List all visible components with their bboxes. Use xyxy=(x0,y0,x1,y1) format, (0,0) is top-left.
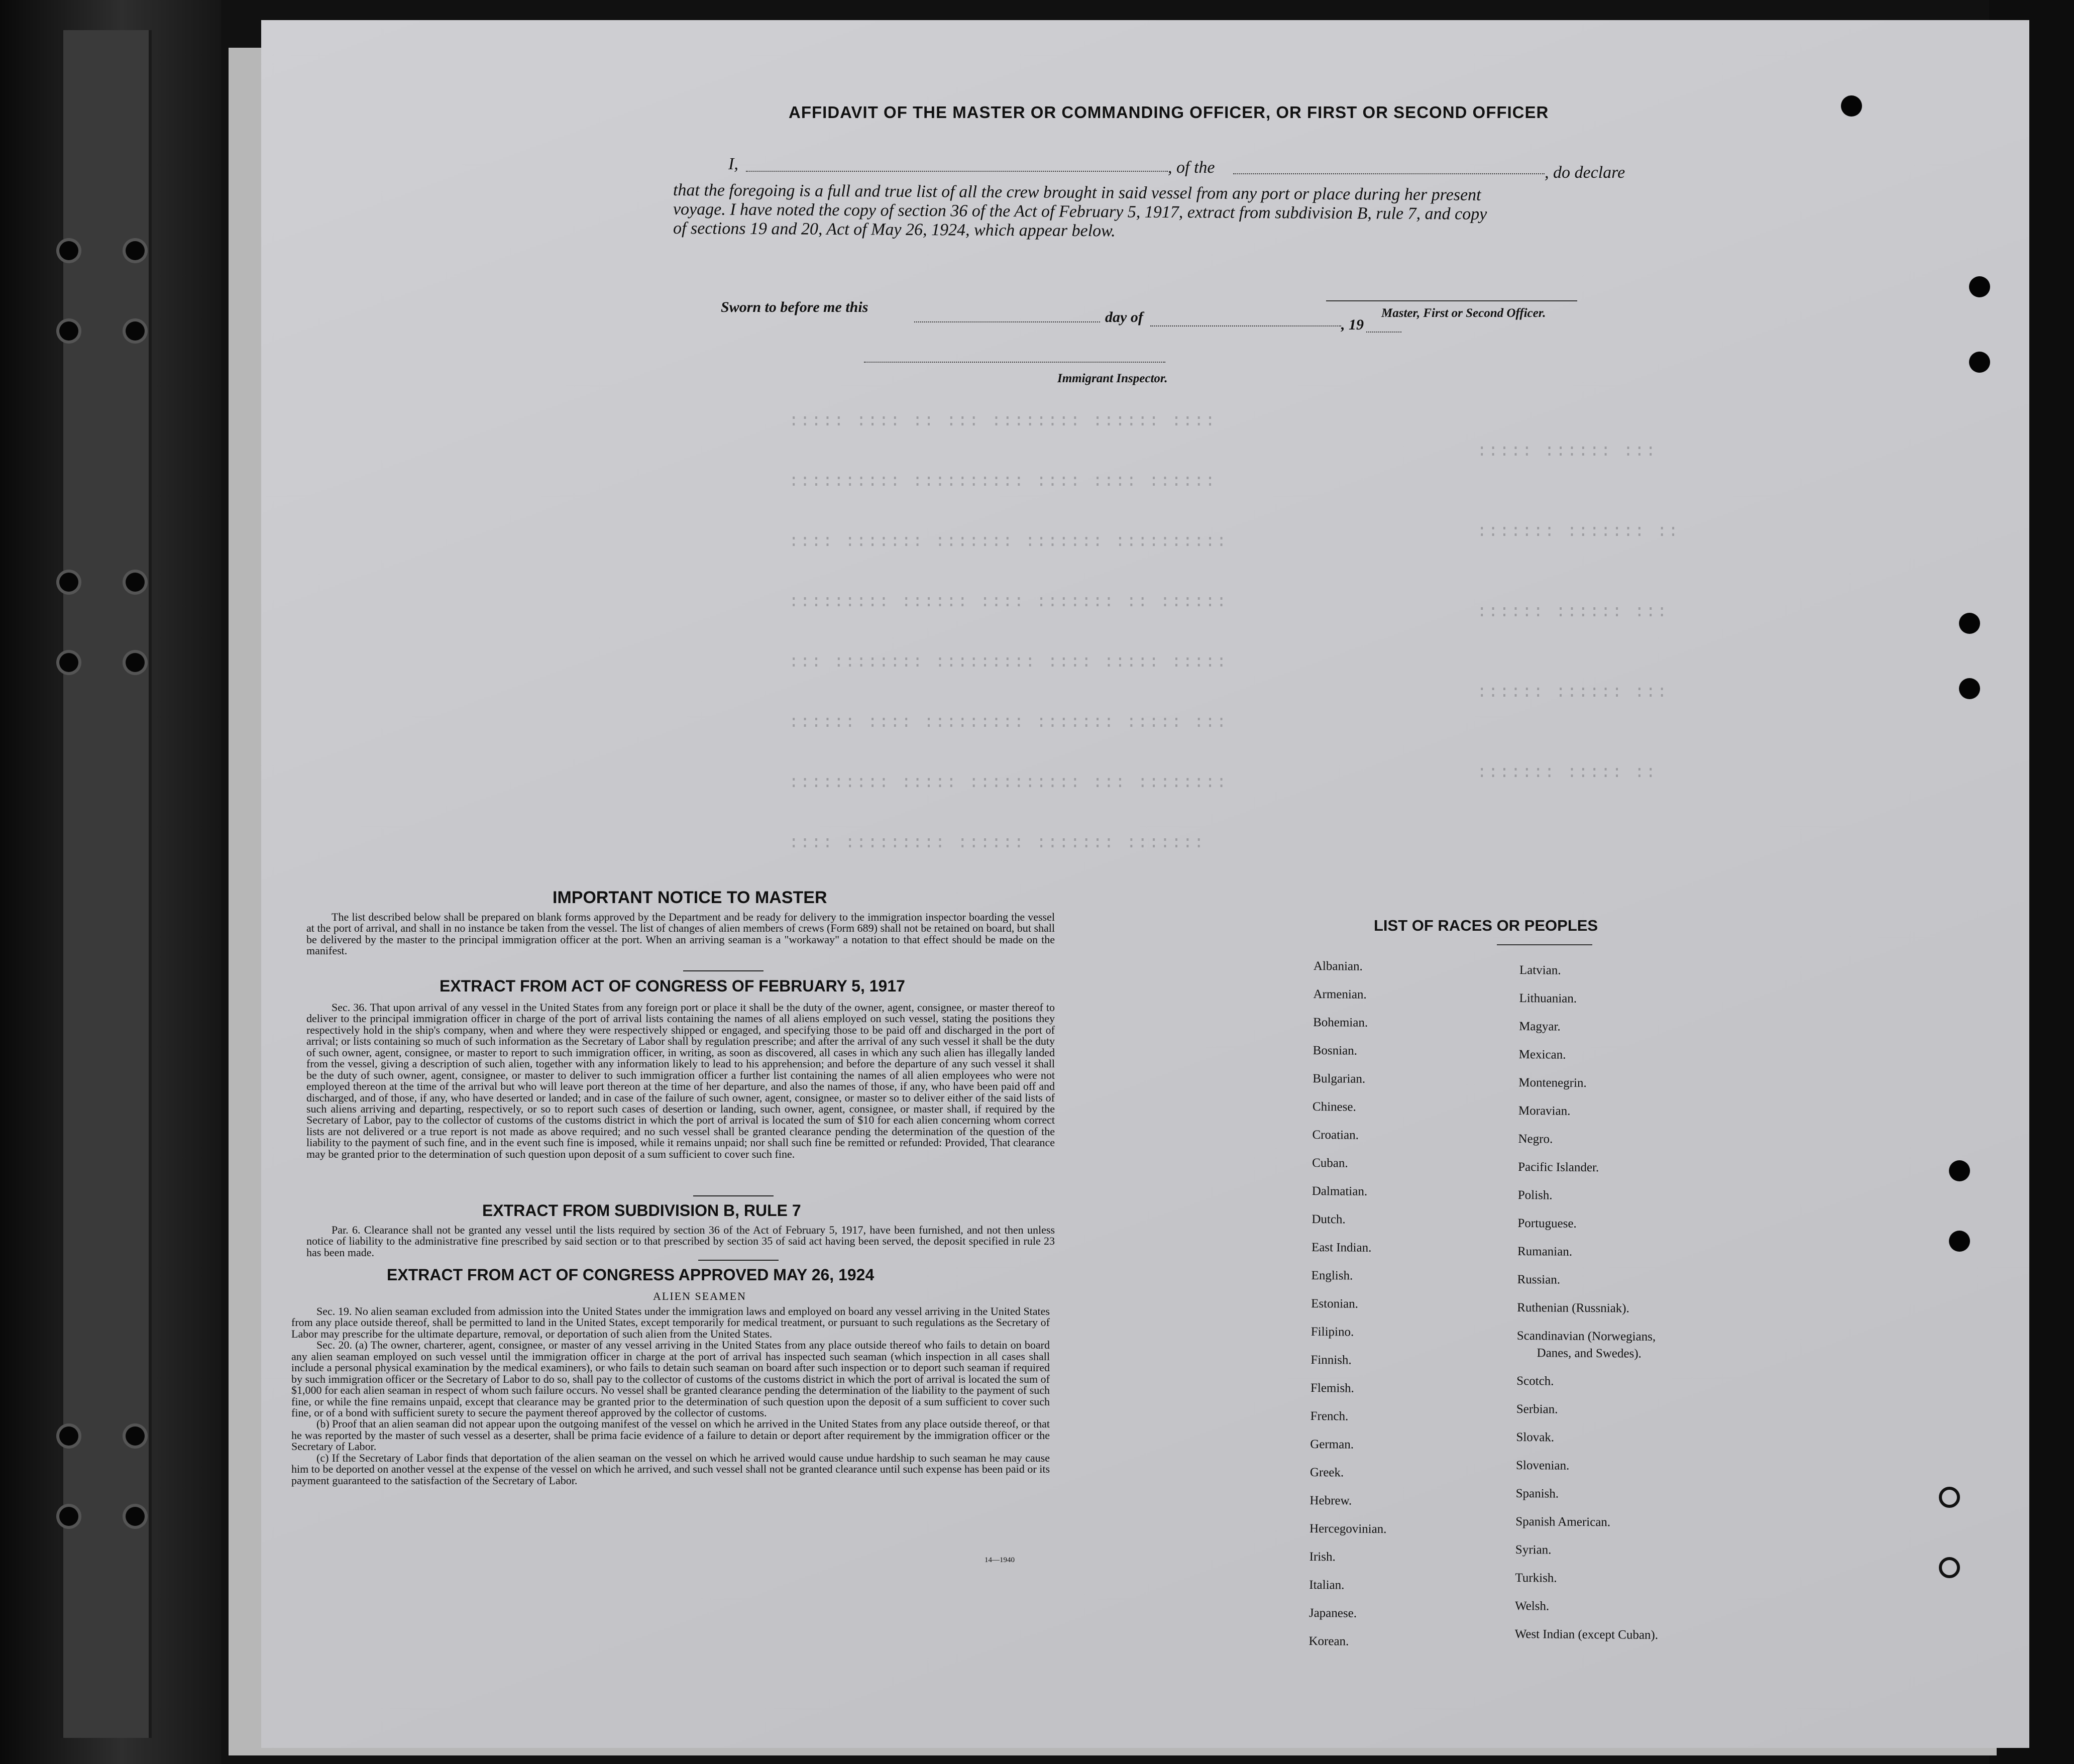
binder-hole xyxy=(59,241,78,260)
punch-hole xyxy=(1969,352,1990,373)
race-item: Albanian. xyxy=(1313,959,1363,973)
race-item: Montenegrin. xyxy=(1518,1075,1587,1090)
bleed-through: :::::::::: :::::::::: :::: :::: :::::: xyxy=(789,472,1217,491)
race-item: Scandinavian (Norwegians, xyxy=(1516,1329,1656,1344)
affidavit-body-1: that the foregoing is a full and true list of all the crew brought in said vessel from any port or place during her present xyxy=(673,181,1481,204)
notice-body xyxy=(306,912,1055,957)
punch-hole xyxy=(1949,1160,1970,1181)
race-item: Dutch. xyxy=(1312,1212,1346,1227)
rule7-title: EXTRACT FROM SUBDIVISION B, RULE 7 xyxy=(482,1201,801,1220)
race-item: Welsh. xyxy=(1514,1599,1550,1613)
race-item: Croatian. xyxy=(1312,1128,1359,1142)
race-item: Korean. xyxy=(1308,1634,1349,1648)
binder-hole xyxy=(126,653,145,672)
binder-hole xyxy=(126,241,145,260)
sec19-paragraph: Sec. 19. No alien seaman excluded from admission into the United States under the immigration laws and employed on board any vessel arriving in the United States from any place outside thereof, shall be permitted to land in the United States, except temporarily for medical treatment, or pursuant to such regulations as the Secretary of Labor may prescribe for the ultimate departure, removal, or deportation of such alien from the United States. xyxy=(291,1305,1050,1340)
race-item: Finnish. xyxy=(1311,1353,1352,1367)
race-item: Estonian. xyxy=(1311,1296,1359,1311)
alien-seamen-subtitle: ALIEN SEAMEN xyxy=(653,1290,746,1302)
affiant-label: I, xyxy=(728,155,738,173)
sworn-month-line xyxy=(1150,325,1341,326)
sworn-day-line xyxy=(914,321,1100,322)
race-item: Flemish. xyxy=(1310,1381,1354,1395)
race-item: Dalmatian. xyxy=(1312,1184,1368,1198)
inspector-signature-label: Immigrant Inspector. xyxy=(1057,372,1168,385)
races-left-column xyxy=(1308,959,1390,1663)
binder-hole xyxy=(59,321,78,341)
punch-hole xyxy=(1841,95,1862,117)
race-item: Slovenian. xyxy=(1515,1458,1570,1473)
race-item: English. xyxy=(1311,1268,1353,1283)
race-item: Bulgarian. xyxy=(1313,1071,1366,1086)
race-item: Syrian. xyxy=(1515,1542,1552,1557)
race-item: Spanish American. xyxy=(1515,1514,1611,1529)
race-item: Hercegovinian. xyxy=(1309,1521,1387,1536)
vessel-name-line xyxy=(1233,173,1545,174)
binder-edge xyxy=(0,0,221,1764)
binder-hole xyxy=(59,1507,78,1526)
extract-1917-body xyxy=(306,1002,1055,1160)
race-item: Greek. xyxy=(1309,1465,1344,1480)
binder-hole xyxy=(126,573,145,592)
race-item: Italian. xyxy=(1309,1578,1345,1592)
race-item: Rumanian. xyxy=(1517,1244,1573,1259)
punch-hole xyxy=(1959,678,1980,699)
bleed-through: ::::::: ::::: :: xyxy=(1477,763,1657,783)
race-item: Turkish. xyxy=(1515,1571,1557,1585)
bleed-through: :::::: :::: ::::::::: ::::::: ::::: ::: xyxy=(789,713,1228,732)
race-item: Mexican. xyxy=(1518,1047,1566,1062)
binder-hole xyxy=(59,653,78,672)
race-item: Slovak. xyxy=(1516,1430,1555,1445)
binder-hole xyxy=(126,1507,145,1526)
punch-hole xyxy=(1959,613,1980,634)
sec20b-paragraph: (b) Proof that an alien seaman did not appear upon the outgoing manifest of the vessel on which he arrived in the United States from any place outside thereof, or that he was reported by the master of such vessel as a deserter, shall be prima facie evidence of a failure to detain or deport after requirement by the immigration officer or the Secretary of Labor. xyxy=(291,1417,1050,1453)
notice-title: IMPORTANT NOTICE TO MASTER xyxy=(553,888,827,907)
race-item: Lithuanian. xyxy=(1519,991,1577,1006)
bleed-through: :::::: :::::: ::: xyxy=(1477,683,1668,702)
race-item: Magyar. xyxy=(1519,1019,1561,1034)
race-item: French. xyxy=(1310,1409,1349,1423)
sec20c-paragraph: (c) If the Secretary of Labor finds that deportation of the alien seaman on the vessel on which he arrived would cause undue hardship to such seaman he may cause him to be deported on another vessel at the expense of the vessel on which he arrived, and such vessel shall not be granted clearance until such expense has been paid or its payment guaranteed to the satisfaction of the Secretary of Labor. xyxy=(291,1451,1050,1487)
race-item: West Indian (except Cuban). xyxy=(1514,1627,1659,1642)
extract-1924-body xyxy=(291,1306,1050,1486)
race-item: Serbian. xyxy=(1516,1402,1558,1416)
section-divider xyxy=(698,1260,779,1261)
bleed-through: ::::::::: ::::: :::::::::: ::: :::::::: xyxy=(789,774,1228,793)
punch-hole xyxy=(1969,276,1990,297)
bleed-through: ::: :::::::: ::::::::: :::: ::::: ::::: xyxy=(789,653,1228,672)
races-title-underline xyxy=(1497,944,1592,945)
race-item: Danes, and Swedes). xyxy=(1537,1346,1642,1361)
section-divider xyxy=(693,1195,774,1196)
affiant-name-line xyxy=(746,171,1168,172)
bleed-through: :::::: :::::: ::: xyxy=(1477,603,1668,622)
races-title: LIST OF RACES OR PEOPLES xyxy=(1374,917,1598,934)
extract-1917-title: EXTRACT FROM ACT OF CONGRESS OF FEBRUARY 5, 1917 xyxy=(440,977,905,995)
race-item: Hebrew. xyxy=(1309,1493,1352,1508)
race-item: Negro. xyxy=(1518,1132,1553,1146)
race-item: Chinese. xyxy=(1312,1099,1356,1114)
affidavit-body-2: voyage. I have noted the copy of section 36 of the Act of February 5, 1917, extract from subdivision B, rule 7, and copy xyxy=(673,200,1487,224)
bleed-through: ::::::::: :::::: :::: ::::::: :: :::::: xyxy=(789,593,1228,612)
day-of-label: day of xyxy=(1105,309,1143,325)
race-item: Japanese. xyxy=(1308,1606,1357,1620)
race-item: Irish. xyxy=(1309,1550,1336,1564)
race-item: Bohemian. xyxy=(1313,1015,1368,1030)
notice-paragraph: The list described below shall be prepared on blank forms approved by the Department and be ready for delivery to the immigration inspector boarding the vessel at the port of arrival, and shall in no instance be taken from the vessel. The list of changes of alien members of crews (Form 689) shall not be retained on board, but shall be delivered by the master to the principal immigration officer at the port. When an arriving seaman is a "workaway" a notation to that effect should be made on the manifest. xyxy=(306,911,1055,957)
master-signature-line xyxy=(1326,300,1577,301)
race-item: German. xyxy=(1310,1437,1354,1452)
race-item: Ruthenian (Russniak). xyxy=(1517,1300,1629,1315)
master-signature-label: Master, First or Second Officer. xyxy=(1381,306,1546,320)
sec36-paragraph: Sec. 36. That upon arrival of any vessel in the United States from any foreign port or place it shall be the duty of the owner, agent, consignee, or master thereof to deliver to the principal immigration officer in charge of the port of arrival lists containing the names of all aliens employed on such vessel, stating the positions they respectively hold in the ship's company, when and where they were respectively shipped or engaged, and specifying those to be paid off and discharged in the port of arrival; or lists containing so much of such information as the Secretary of Labor shall by regulation prescribe; and after the arrival of any such vessel it shall be the duty of such owner, agent, consignee, or master to report to such immigration officer, in writing, as soon as discovered, all cases in which any such alien has illegally landed from the vessel, giving a description of such alien, together with any information likely to lead to his apprehension; and before the departure of any such vessel it shall be the duty of such owner, agent, consignee, or master to deliver to such immigration officer a further list containing the names of all alien employees who were not employed thereon at the time of the arrival but who will leave port thereon at the time of her departure, and also the names of those, if any, who have been paid off and discharged, and of those, if any, who have deserted or landed; and in case of the failure of such owner, agent, consignee, or master so to deliver either of the said lists of such aliens arriving and departing, respectively, or so to report such cases of desertion or landing, such owner, agent, consignee, or master shall, if required by the Secretary of Labor, pay to the collector of customs of the customs district in which the port of arrival is located the sum of $10 for each alien concerning whom correct lists are not delivered or a true report is not made as above required; and no such vessel shall be granted clearance pending the determination of the question of the liability to the payment of such fine, and in the event such fine is imposed, while it remains unpaid; nor shall such fine be remitted or refunded: Provided, That clearance may be granted prior to the determination of such question upon deposit of a sum sufficient to cover such fine. xyxy=(306,1001,1055,1160)
punch-hole xyxy=(1939,1487,1960,1508)
binder-strip xyxy=(60,30,152,1738)
race-item: Armenian. xyxy=(1313,987,1367,1002)
bleed-through: :::: ::::::::: :::::: ::::::: ::::::: xyxy=(789,834,1205,853)
race-item: Cuban. xyxy=(1312,1156,1348,1170)
punch-hole xyxy=(1939,1557,1960,1578)
bleed-through: ::::::: ::::::: :: xyxy=(1477,522,1680,541)
bleed-through: ::::: :::: :: ::: :::::::: :::::: :::: xyxy=(789,412,1217,431)
do-declare-label: , do declare xyxy=(1545,163,1625,182)
inspector-signature-line xyxy=(864,362,1165,363)
binder-hole xyxy=(126,1426,145,1446)
of-the-label: , of the xyxy=(1168,158,1215,177)
sec20a-paragraph: Sec. 20. (a) The owner, charterer, agent, consignee, or master of any vessel arriving in the United States from any place outside thereof who fails to detain on board any alien seaman employed on such vessel until the immigration officer in charge at the port of arrival has inspected such seaman (which inspection in all cases shall include a personal physical examination by the medical examiners), or who fails to detain such seaman on board after such inspection or to deport such seaman if required by such immigration officer or the Secretary of Labor to do so, shall pay to the collector of customs of the customs district in which the port of arrival is located the sum of $1,000 for each alien seaman in respect of whom such failure occurs. No vessel shall be granted clearance pending the determination of the liability to the payment of such fine, or while the fine remains unpaid, except that clearance may be granted prior to the determination of such question upon the deposit of a sum sufficient to cover such fine, or of a bond with sufficient surety to secure the payment thereof approved by the collector of customs. xyxy=(291,1339,1050,1419)
binder-hole xyxy=(59,1426,78,1446)
rule7-body xyxy=(306,1225,1055,1258)
bleed-through: :::: ::::::: ::::::: ::::::: :::::::::: xyxy=(789,532,1228,552)
race-item: Bosnian. xyxy=(1313,1043,1358,1058)
race-item: Russian. xyxy=(1517,1272,1561,1287)
bleed-through: ::::: :::::: ::: xyxy=(1477,442,1657,461)
race-item: Latvian. xyxy=(1519,963,1561,977)
affidavit-body-3: of sections 19 and 20, Act of May 26, 1924, which appear below. xyxy=(673,219,1116,241)
affidavit-title: AFFIDAVIT OF THE MASTER OR COMMANDING OFFICER, OR FIRST OR SECOND OFFICER xyxy=(789,103,1549,122)
sworn-year-line xyxy=(1366,332,1401,333)
extract-1924-title: EXTRACT FROM ACT OF CONGRESS APPROVED MAY 26, 1924 xyxy=(387,1266,875,1284)
race-item: Scotch. xyxy=(1516,1374,1554,1388)
binder-hole xyxy=(59,573,78,592)
race-item: Moravian. xyxy=(1518,1104,1571,1118)
races-right-column xyxy=(1514,963,1663,1657)
race-item: Polish. xyxy=(1517,1188,1553,1202)
race-item: Spanish. xyxy=(1515,1486,1559,1501)
year-label: , 19 xyxy=(1341,316,1364,333)
binder-hole xyxy=(126,321,145,341)
form-number: 14—1940 xyxy=(985,1556,1015,1564)
rule7-paragraph: Par. 6. Clearance shall not be granted any vessel until the lists required by section 36 of the Act of February 5, 1917, have been furnished, and not then unless notice of liability to the administrative fine prescribed by said section or to that prescribed by section 35 of said act having been served, the deposit specified in rule 23 has been made. xyxy=(306,1224,1055,1259)
section-divider xyxy=(683,970,763,971)
punch-hole xyxy=(1949,1231,1970,1252)
race-item: East Indian. xyxy=(1311,1240,1372,1255)
race-item: Portuguese. xyxy=(1517,1216,1577,1231)
document-page xyxy=(261,20,2029,1748)
race-item: Pacific Islander. xyxy=(1518,1160,1599,1175)
race-item: Filipino. xyxy=(1311,1325,1354,1339)
sworn-label: Sworn to before me this xyxy=(721,299,868,315)
